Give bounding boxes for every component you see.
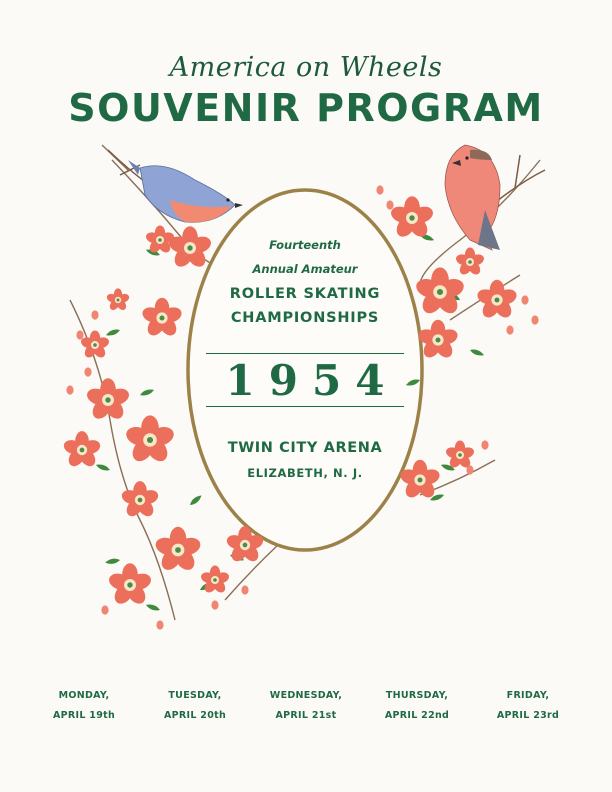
date-thursday: THURSDAY, APRIL 22nd	[384, 690, 450, 721]
divider-bottom	[206, 406, 404, 407]
bluebird-icon	[128, 160, 243, 222]
date-wednesday: WEDNESDAY, APRIL 21st	[269, 690, 343, 721]
script-title: America on Wheels	[169, 52, 443, 83]
schedule-dates	[30, 686, 582, 726]
annual-line: Annual Amateur	[252, 262, 358, 276]
event-line: CHAMPIONSHIPS	[230, 310, 380, 326]
sport-line: ROLLER SKATING	[229, 286, 381, 302]
divider-top	[206, 353, 404, 354]
date-tuesday: TUESDAY, APRIL 20th	[163, 690, 227, 721]
date-monday: MONDAY, APRIL 19th	[52, 690, 116, 721]
date-friday: FRIDAY, APRIL 23rd	[496, 690, 560, 721]
robin-icon	[445, 145, 500, 250]
city: ELIZABETH, N. J.	[247, 466, 363, 480]
year: 1954	[225, 356, 399, 405]
main-title: SOUVENIR PROGRAM	[68, 86, 544, 130]
venue: TWIN CITY ARENA	[227, 440, 383, 456]
edition-line: Fourteenth	[269, 238, 341, 252]
